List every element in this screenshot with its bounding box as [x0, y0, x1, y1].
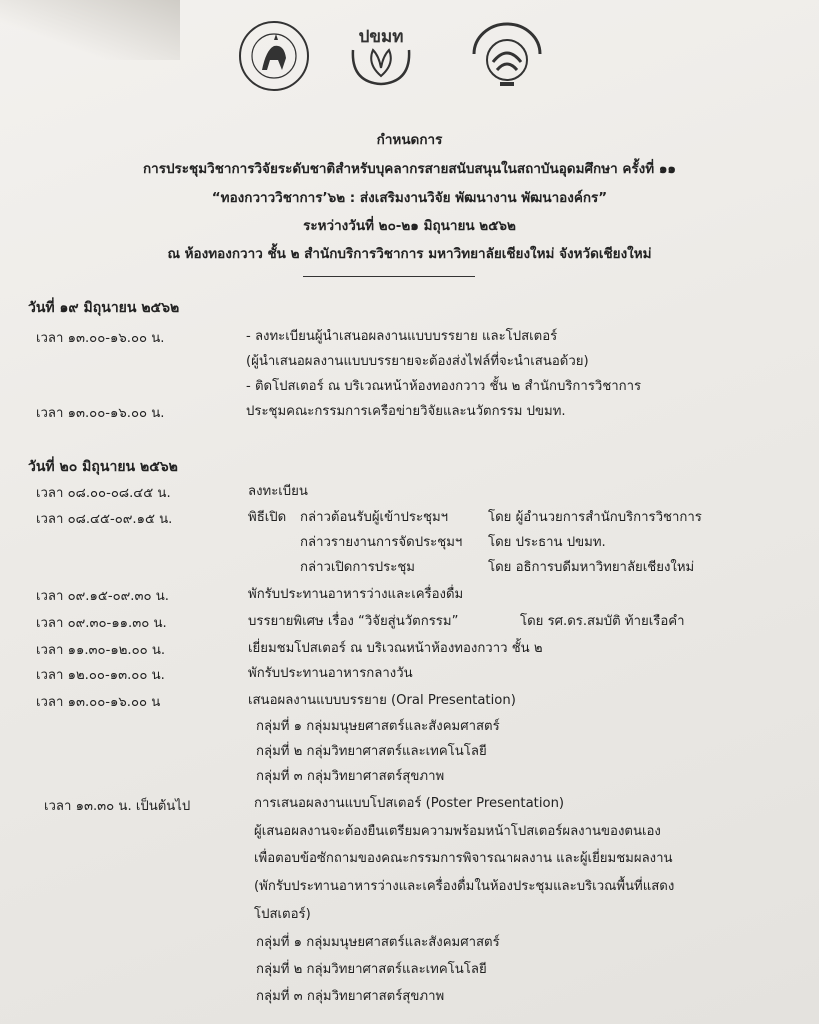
poster-text: เพื่อตอบข้อซักถามของคณะกรรมการพิจารณาผลงาน และผู้เยี่ยมชมผลงาน	[254, 851, 673, 866]
lecture-speaker: โดย รศ.ดร.สมบัติ ท้ายเรือคำ	[520, 614, 685, 629]
conference-title: การประชุมวิชาการวิจัยระดับชาติสำหรับบุคลากรสายสนับสนุนในสถาบันอุดมศึกษา ครั้งที่ ๑๑	[142, 161, 677, 177]
oral-group: กลุ่มที่ ๓ กลุ่มวิทยาศาสตร์สุขภาพ	[256, 769, 445, 784]
page-title: กำหนดการ	[376, 132, 443, 148]
conference-venue: ณ ห้องทองกวาว ชั้น ๒ สำนักบริการวิชาการ มหาวิทยาลัยเชียงใหม่ จังหวัดเชียงใหม่	[167, 246, 652, 262]
schedule-time: เวลา ๑๓.๐๐-๑๖.๐๐ น	[36, 695, 161, 710]
opening-speaker: โดย ผู้อำนวยการสำนักบริการวิชาการ	[488, 510, 702, 525]
conference-theme: “ทองกวาววิชาการ’๖๒ : ส่งเสริมงานวิจัย พัฒนางาน พัฒนาองค์กร”	[211, 190, 608, 206]
schedule-time: เวลา ๐๙.๓๐-๑๑.๓๐ น.	[36, 616, 167, 631]
schedule-text: เยี่ยมชมโปสเตอร์ ณ บริเวณหน้าห้องทองกวาว ชั้น ๒	[248, 641, 543, 656]
poster-group: กลุ่มที่ ๑ กลุ่มมนุษยศาสตร์และสังคมศาสตร์	[256, 935, 500, 950]
poster-text: โปสเตอร์)	[254, 907, 311, 922]
opening-label: พิธีเปิด	[248, 510, 287, 525]
opening-speaker: โดย ประธาน ปขมท.	[488, 535, 606, 550]
poster-text: (พักรับประทานอาหารว่างและเครื่องดื่มในห้องประชุมและบริเวณพื้นที่แสดง	[254, 879, 675, 894]
conference-dates: ระหว่างวันที่ ๒๐-๒๑ มิถุนายน ๒๕๖๒	[303, 218, 516, 234]
schedule-text: (ผู้นำเสนอผลงานแบบบรรยายจะต้องส่งไฟล์ที่จะนำเสนอด้วย)	[246, 354, 589, 369]
poster-text: ผู้เสนอผลงานจะต้องยืนเตรียมความพร้อมหน้าโปสเตอร์ผลงานของตนเอง	[254, 824, 661, 839]
day-heading: วันที่ ๒๐ มิถุนายน ๒๕๖๒	[28, 459, 178, 475]
logo-row	[0, 20, 819, 90]
oral-group: กลุ่มที่ ๑ กลุ่มมนุษยศาสตร์และสังคมศาสตร์	[256, 719, 500, 734]
schedule-time: เวลา ๐๙.๑๕-๐๙.๓๐ น.	[36, 589, 169, 604]
poster-group: กลุ่มที่ ๒ กลุ่มวิทยาศาสตร์และเทคโนโลยี	[256, 962, 487, 977]
schedule-text: - ติดโปสเตอร์ ณ บริเวณหน้าห้องทองกวาว ชั้น ๒ สำนักบริการวิชาการ	[246, 379, 642, 394]
opening-item: กล่าวเปิดการประชุม	[300, 560, 415, 575]
schedule-text: พักรับประทานอาหารกลางวัน	[248, 666, 413, 681]
pkmt-logo-text: ปขมท	[358, 27, 404, 47]
schedule-time: เวลา ๑๓.๐๐-๑๖.๐๐ น.	[36, 406, 165, 421]
poster-group: กลุ่มที่ ๓ กลุ่มวิทยาศาสตร์สุขภาพ	[256, 989, 445, 1004]
schedule-time: เวลา ๑๒.๐๐-๑๓.๐๐ น.	[36, 668, 165, 683]
schedule-time: เวลา ๐๘.๐๐-๐๘.๔๕ น.	[36, 486, 171, 501]
header-divider	[303, 276, 475, 277]
schedule-time: เวลา ๑๓.๐๐-๑๖.๐๐ น.	[36, 331, 165, 346]
schedule-text: พักรับประทานอาหารว่างและเครื่องดื่ม	[248, 587, 464, 602]
schedule-text: บรรยายพิเศษ เรื่อง “วิจัยสู่นวัตกรรม”	[248, 614, 459, 629]
pkmt-logo	[345, 20, 417, 90]
network-logo	[466, 20, 548, 92]
schedule-text: เสนอผลงานแบบบรรยาย (Oral Presentation)	[248, 693, 516, 708]
schedule-text: - ลงทะเบียนผู้นำเสนอผลงานแบบบรรยาย และโปสเตอร์	[246, 329, 558, 344]
schedule-text: ลงทะเบียน	[248, 484, 308, 499]
university-seal-logo	[236, 20, 312, 92]
schedule-time: เวลา ๐๘.๔๕-๐๙.๑๕ น.	[36, 512, 173, 527]
opening-speaker: โดย อธิการบดีมหาวิทยาลัยเชียงใหม่	[488, 560, 695, 575]
schedule-text: ประชุมคณะกรรมการเครือข่ายวิจัยและนวัตกรรม ปขมท.	[246, 404, 566, 419]
day-heading: วันที่ ๑๙ มิถุนายน ๒๕๖๒	[28, 300, 180, 316]
oral-group: กลุ่มที่ ๒ กลุ่มวิทยาศาสตร์และเทคโนโลยี	[256, 744, 487, 759]
poster-text: การเสนอผลงานแบบโปสเตอร์ (Poster Presentation)	[254, 796, 565, 811]
schedule-time: เวลา ๑๓.๓๐ น. เป็นต้นไป	[44, 799, 191, 814]
schedule-time: เวลา ๑๑.๓๐-๑๒.๐๐ น.	[36, 643, 166, 658]
opening-item: กล่าวต้อนรับผู้เข้าประชุมฯ	[300, 510, 449, 525]
opening-item: กล่าวรายงานการจัดประชุมฯ	[300, 535, 463, 550]
